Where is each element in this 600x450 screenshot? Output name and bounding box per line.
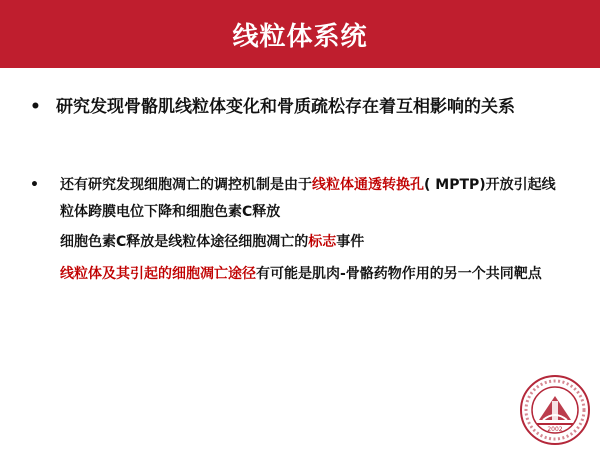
bullet-2-highlight: 线粒体通透转换孔 (312, 177, 424, 193)
bullet-2-post: ( MPTP)开放引起线粒体跨膜电位下降和细胞色素C释放 (60, 177, 556, 220)
bullet-1-text: 研究发现骨骼肌线粒体变化和骨质疏松存在着互相影响的关系 (56, 97, 515, 117)
university-seal-icon (519, 374, 591, 446)
paragraph-2 (60, 261, 560, 288)
slide-title: 线粒体系统 (232, 21, 368, 52)
paragraph-1-highlight: 标志 (308, 234, 337, 250)
bullet-dot-icon: • (30, 97, 41, 117)
bullet-dot-icon: • (30, 177, 39, 193)
bullet-2-text (30, 172, 560, 226)
bullet-item-2 (30, 172, 560, 226)
paragraph-2-post: 有可能是肌肉-骨骼药物作用的另一个共同靶点 (256, 266, 542, 282)
logo-year: 2002 (547, 426, 563, 433)
paragraph-1-post: 事件 (336, 234, 365, 250)
bullet-2-pre: 还有研究发现细胞凋亡的调控机制是由于 (60, 177, 312, 193)
paragraph-1 (60, 229, 560, 256)
paragraph-1-pre: 细胞色素C释放是线粒体途径细胞凋亡的 (60, 234, 309, 250)
title-bar (0, 0, 600, 68)
bullet-item-1 (30, 92, 570, 122)
paragraph-2-highlight: 线粒体及其引起的细胞凋亡途径 (60, 266, 256, 282)
